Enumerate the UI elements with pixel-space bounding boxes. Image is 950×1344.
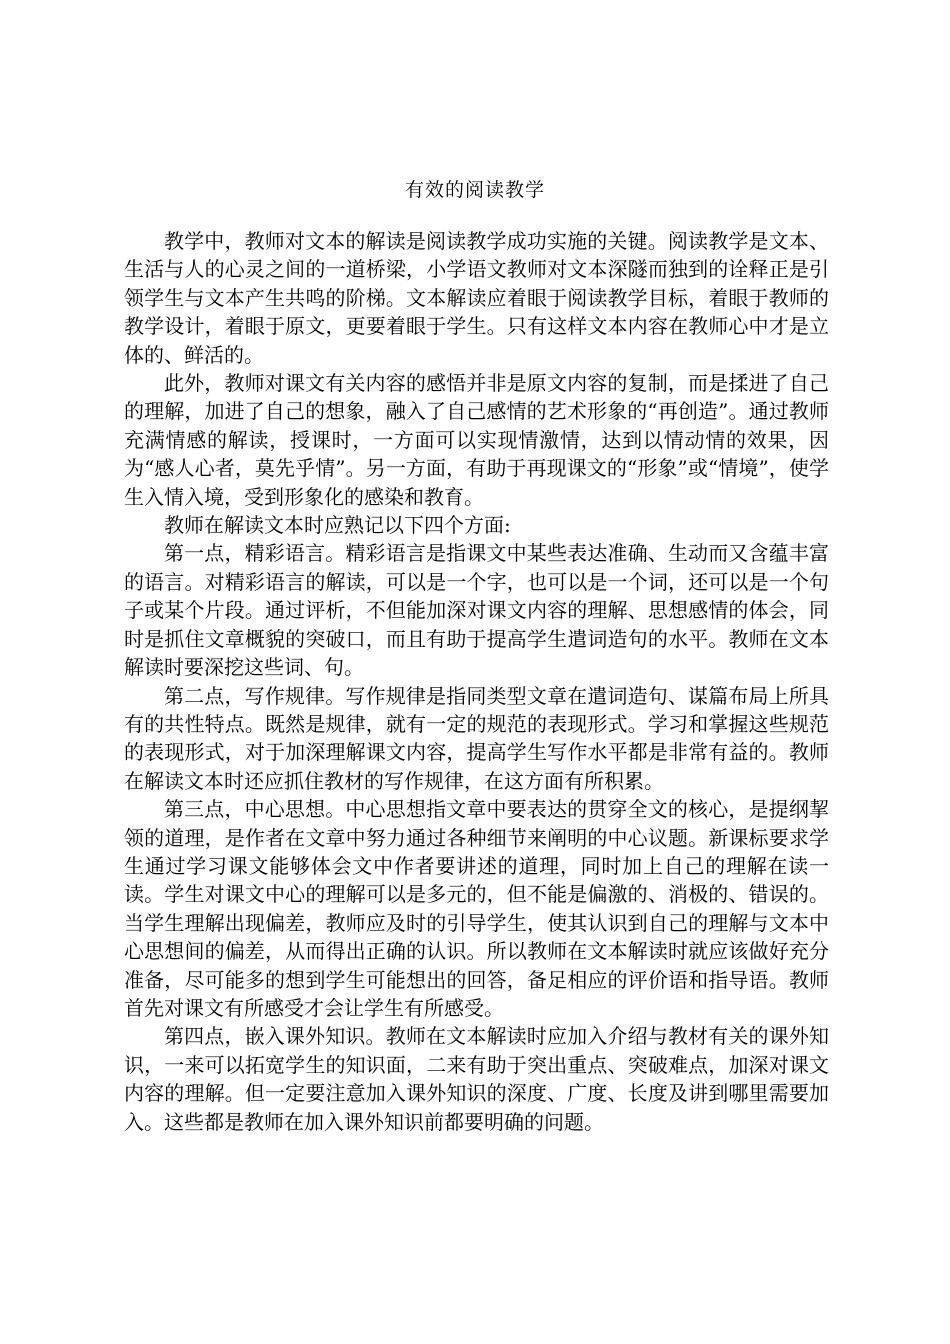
- paragraph-point-one: 第一点，精彩语言。精彩语言是指课文中某些表达准确、生动而又含蕴丰富的语言。对精彩语言的解读，可以是一个字，也可以是一个词，还可以是一个句子或某个片段。通过评析，不但能加深对课文内容的理解、思想感情的体会，同时是抓住文章概貌的突破口，而且有助于提高学生遣词造句的水平。教师在文本解读时要深挖这些词、句。: [124, 541, 829, 680]
- paragraph-intro: 教学中，教师对文本的解读是阅读教学成功实施的关键。阅读教学是文本、生活与人的心灵之间的一道桥梁，小学语文教师对文本深隧而独到的诠释正是引领学生与文本产生共鸣的阶梯。文本解读应着眼于阅读教学目标，着眼于教师的教学设计，着眼于原文，更要着眼于学生。只有这样文本内容在教师心中才是立体的、鲜活的。: [124, 229, 829, 367]
- document-title: 有效的阅读教学: [404, 179, 545, 201]
- paragraph-point-two: 第二点，写作规律。写作规律是指同类型文章在遣词造句、谋篇布局上所具有的共性特点。既然是规律，就有一定的规范的表现形式。学习和掌握这些规范的表现形式，对于加深理解课文内容，提高学生写作水平都是非常有益的。教师在解读文本时还应抓住教材的写作规律，在这方面有所积累。: [124, 683, 829, 793]
- paragraph-point-four: 第四点，嵌入课外知识。教师在文本解读时应加入介绍与教材有关的课外知识，一来可以拓宽学生的知识面，二来有助于突出重点、突破难点，加深对课文内容的理解。但一定要注意加入课外知识的深度、广度、长度及讲到哪里需要加入。这些都是教师在加入课外知识前都要明确的问题。: [124, 1024, 829, 1134]
- paragraph-point-three: 第三点，中心思想。中心思想指文章中要表达的贯穿全文的核心，是提纲挈领的道理，是作者在文章中努力通过各种细节来阐明的中心议题。新课标要求学生通过学习课文能够体会文中作者要讲述的道理，同时加上自己的理解在读一读。学生对课文中心的理解可以是多元的，但不能是偏激的、消极的、错误的。当学生理解出现偏差，教师应及时的引导学生，使其认识到自己的理解与文本中心思想间的偏差，从而得出正确的认识。所以教师在文本解读时就应该做好充分准备，尽可能多的想到学生可能想出的回答，备足相应的评价语和指导语。教师首先对课文有所感受才会让学生有所感受。: [124, 797, 829, 1020]
- document-body: [124, 227, 829, 1136]
- paragraph-besides: 此外，教师对课文有关内容的感悟并非是原文内容的复制，而是揉进了自己的理解，加进了自己的想象，融入了自己感情的艺术形象的“再创造”。通过教师充满情感的解读，授课时，一方面可以实现情激情，达到以情动情的效果，因为“感人心者，莫先乎情”。另一方面，有助于再现课文的“形象”或“情境”，使学生入情入境，受到形象化的感染和教育。: [124, 371, 829, 509]
- paragraph-four-aspects: 教师在解读文本时应熟记以下四个方面:: [164, 513, 511, 538]
